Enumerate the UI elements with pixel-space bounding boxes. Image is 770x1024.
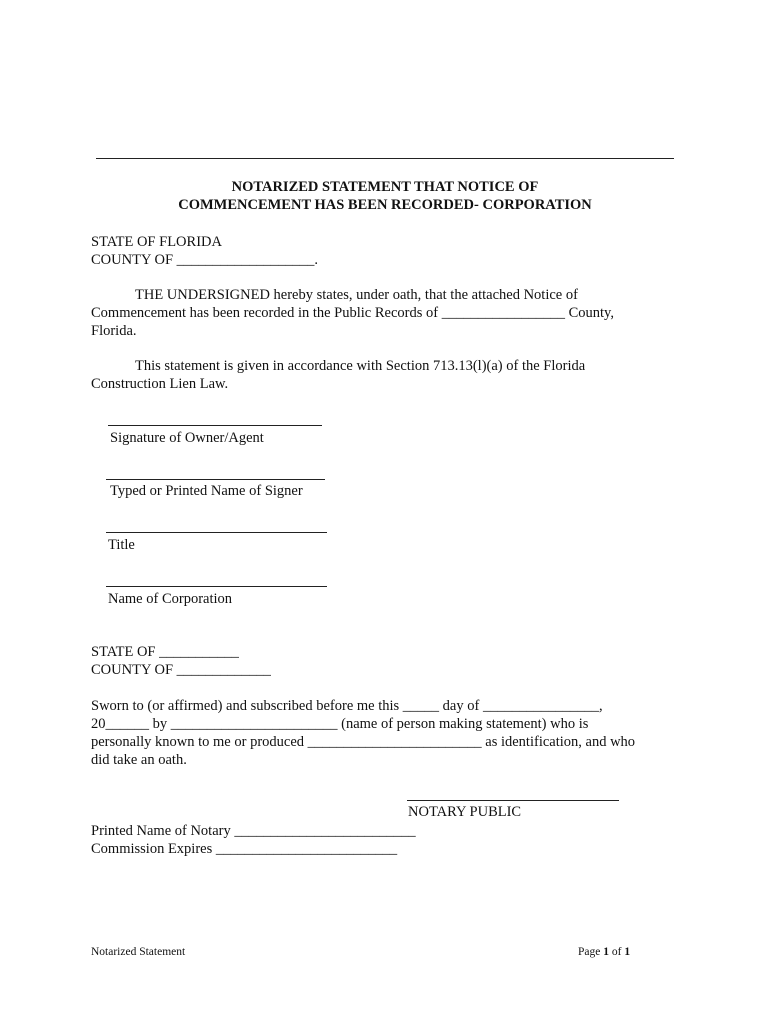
notary-printed-name: Printed Name of Notary _________________________ — [91, 823, 416, 839]
title-label: Title — [108, 537, 135, 553]
jurat-line4: did take an oath. — [91, 752, 187, 768]
printed-name-label: Typed or Printed Name of Signer — [110, 483, 303, 499]
para2-line1: This statement is given in accordance with Section 713.13(l)(a) of the Florida — [135, 358, 586, 374]
para1-line3: Florida. — [91, 323, 137, 339]
title-line-1: NOTARIZED STATEMENT THAT NOTICE OF — [231, 179, 539, 195]
notary-county-field: COUNTY OF _____________ — [91, 662, 271, 678]
printed-name-line[interactable] — [106, 479, 325, 480]
footer-document-name: Notarized Statement — [91, 946, 186, 958]
signature-line[interactable] — [108, 425, 322, 426]
corporation-label: Name of Corporation — [108, 591, 233, 607]
jurat-line2: 20______ by _______________________ (name of person making statement) who is — [91, 716, 589, 732]
jurat-line3: personally known to me or produced ________________________ as identification, and who — [91, 734, 636, 750]
corporation-line[interactable] — [106, 586, 327, 587]
para1-line1: THE UNDERSIGNED hereby states, under oath, that the attached Notice of — [135, 287, 578, 303]
notary-state-field: STATE OF ___________ — [91, 644, 239, 660]
page-total: 1 — [624, 946, 631, 958]
notary-signature-line[interactable] — [407, 800, 619, 801]
page-number — [578, 946, 630, 958]
title-line-2: COMMENCEMENT HAS BEEN RECORDED- CORPORATION — [178, 197, 592, 213]
signature-label: Signature of Owner/Agent — [110, 430, 264, 446]
state-of-florida: STATE OF FLORIDA — [91, 234, 222, 250]
notary-public-label: NOTARY PUBLIC — [408, 804, 522, 820]
title-line[interactable] — [106, 532, 327, 533]
page-of: of — [608, 946, 625, 958]
county-of-field: COUNTY OF ___________________. — [91, 252, 319, 268]
jurat-line1: Sworn to (or affirmed) and subscribed before me this _____ day of ________________, — [91, 698, 603, 714]
para1-line2: Commencement has been recorded in the Public Records of _________________ County, — [91, 305, 614, 321]
para2-line2: Construction Lien Law. — [91, 376, 229, 392]
commission-expires: Commission Expires _________________________ — [91, 841, 398, 857]
page-prefix: Page — [578, 946, 604, 958]
top-rule — [96, 158, 674, 159]
page-current: 1 — [603, 946, 609, 958]
